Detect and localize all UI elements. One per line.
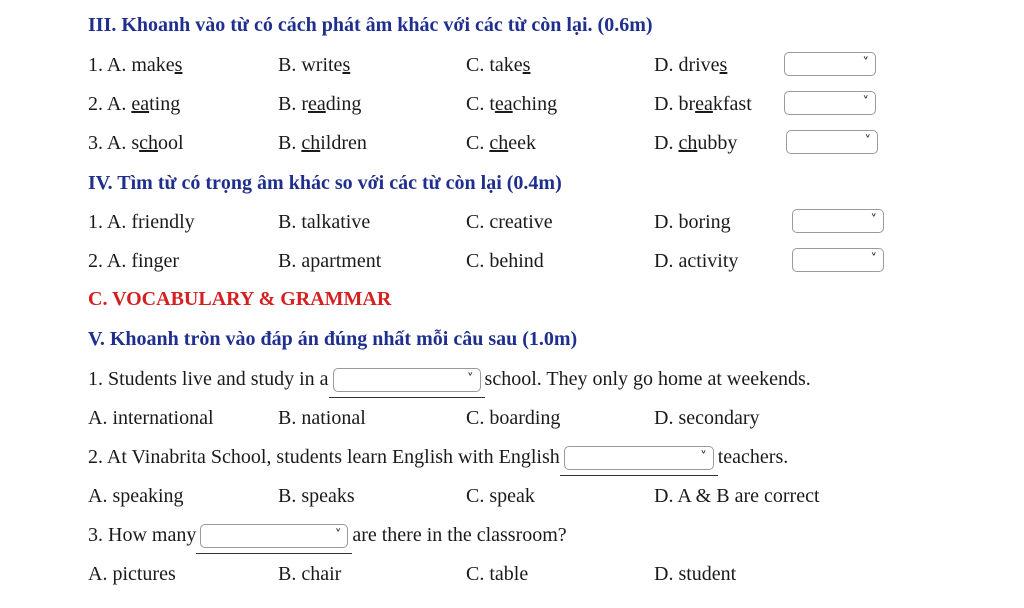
s5-q2-option-c: C. speak	[466, 485, 535, 507]
s3-q3-option-d: D. chubby	[654, 132, 738, 154]
s5-q1-sentence	[88, 364, 811, 394]
s4-q1-answer-select[interactable]	[792, 209, 884, 233]
s4-q1-option-c: C. creative	[466, 211, 553, 233]
s4-q1-option-b: B. talkative	[278, 211, 371, 233]
s5-q1-blank-wrap	[333, 368, 481, 392]
section-c-title: C. VOCABULARY & GRAMMAR	[88, 288, 392, 310]
s5-q3-answer-select[interactable]	[200, 524, 348, 548]
s3-q2-option-a: 2. A. eating	[88, 93, 181, 115]
s3-q3-option-b: B. children	[278, 132, 367, 154]
chevron-down-icon: ˅	[862, 95, 869, 110]
s5-q2-option-b: B. speaks	[278, 485, 355, 507]
s5-q1-text-before: 1. Students live and study in a	[88, 368, 329, 390]
s5-q2-sentence	[88, 442, 788, 472]
s3-q1-option-a: 1. A. makes	[88, 54, 183, 76]
s4-q2-option-b: B. apartment	[278, 250, 382, 272]
s5-q3-option-a: A. pictures	[88, 563, 176, 585]
section-3-title: III. Khoanh vào từ có cách phát âm khác với các từ còn lại. (0.6m)	[88, 14, 653, 36]
s5-q3-option-c: C. table	[466, 563, 529, 585]
s3-q1-answer-select[interactable]	[784, 52, 876, 76]
s5-q2-option-a: A. speaking	[88, 485, 184, 507]
chevron-down-icon: ˅	[870, 213, 877, 228]
s4-q2-option-c: C. behind	[466, 250, 544, 272]
s5-q1-option-b: B. national	[278, 407, 366, 429]
s3-q3-option-c: C. cheek	[466, 132, 536, 154]
s5-q3-option-d: D. student	[654, 563, 737, 585]
s5-q3-option-b: B. chair	[278, 563, 342, 585]
s5-q3-sentence	[88, 520, 567, 550]
chevron-down-icon: ˅	[862, 56, 869, 71]
s4-q2-option-a: 2. A. finger	[88, 250, 180, 272]
s4-q2-answer-select[interactable]	[792, 248, 884, 272]
s3-q1-option-d: D. drives	[654, 54, 728, 76]
chevron-down-icon: ˅	[864, 134, 871, 149]
chevron-down-icon: ˅	[334, 528, 342, 544]
s5-q3-blank-wrap	[200, 524, 348, 548]
s5-q2-blank-wrap	[564, 446, 714, 470]
s5-q3-text-before: 3. How many	[88, 524, 197, 546]
s3-q2-option-b: B. reading	[278, 93, 362, 115]
s5-q1-option-c: C. boarding	[466, 407, 561, 429]
section-4-title: IV. Tìm từ có trọng âm khác so với các từ còn lại (0.4m)	[88, 172, 562, 194]
s5-q2-text-before: 2. At Vinabrita School, students learn English with English	[88, 446, 560, 468]
s5-q1-blank-underline	[329, 397, 485, 398]
s5-q1-option-d: D. secondary	[654, 407, 760, 429]
s5-q3-blank-underline	[196, 553, 352, 554]
s4-q2-option-d: D. activity	[654, 250, 739, 272]
chevron-down-icon: ˅	[467, 372, 474, 388]
s3-q2-option-c: C. teaching	[466, 93, 558, 115]
s3-q2-option-d: D. breakfast	[654, 93, 752, 115]
s4-q1-option-d: D. boring	[654, 211, 731, 233]
s3-q1-option-b: B. writes	[278, 54, 351, 76]
s3-q3-answer-select[interactable]	[786, 130, 878, 154]
s5-q1-option-a: A. international	[88, 407, 214, 429]
chevron-down-icon: ˅	[870, 252, 877, 267]
s4-q1-option-a: 1. A. friendly	[88, 211, 195, 233]
s3-q3-option-a: 3. A. school	[88, 132, 184, 154]
s5-q3-text-after: are there in the classroom?	[352, 524, 567, 546]
s5-q1-answer-select[interactable]	[333, 368, 481, 392]
s5-q2-blank-underline	[560, 475, 718, 476]
s5-q2-text-after: teachers.	[717, 446, 789, 468]
s3-q1-option-c: C. takes	[466, 54, 531, 76]
chevron-down-icon: ˅	[700, 450, 707, 466]
s3-q2-answer-select[interactable]	[784, 91, 876, 115]
s5-q2-option-d: D. A & B are correct	[654, 485, 820, 507]
section-5-title: V. Khoanh tròn vào đáp án đúng nhất mỗi câu sau (1.0m)	[88, 328, 578, 350]
s5-q1-text-after: school. They only go home at weekends.	[484, 368, 811, 390]
s5-q2-answer-select[interactable]	[564, 446, 714, 470]
